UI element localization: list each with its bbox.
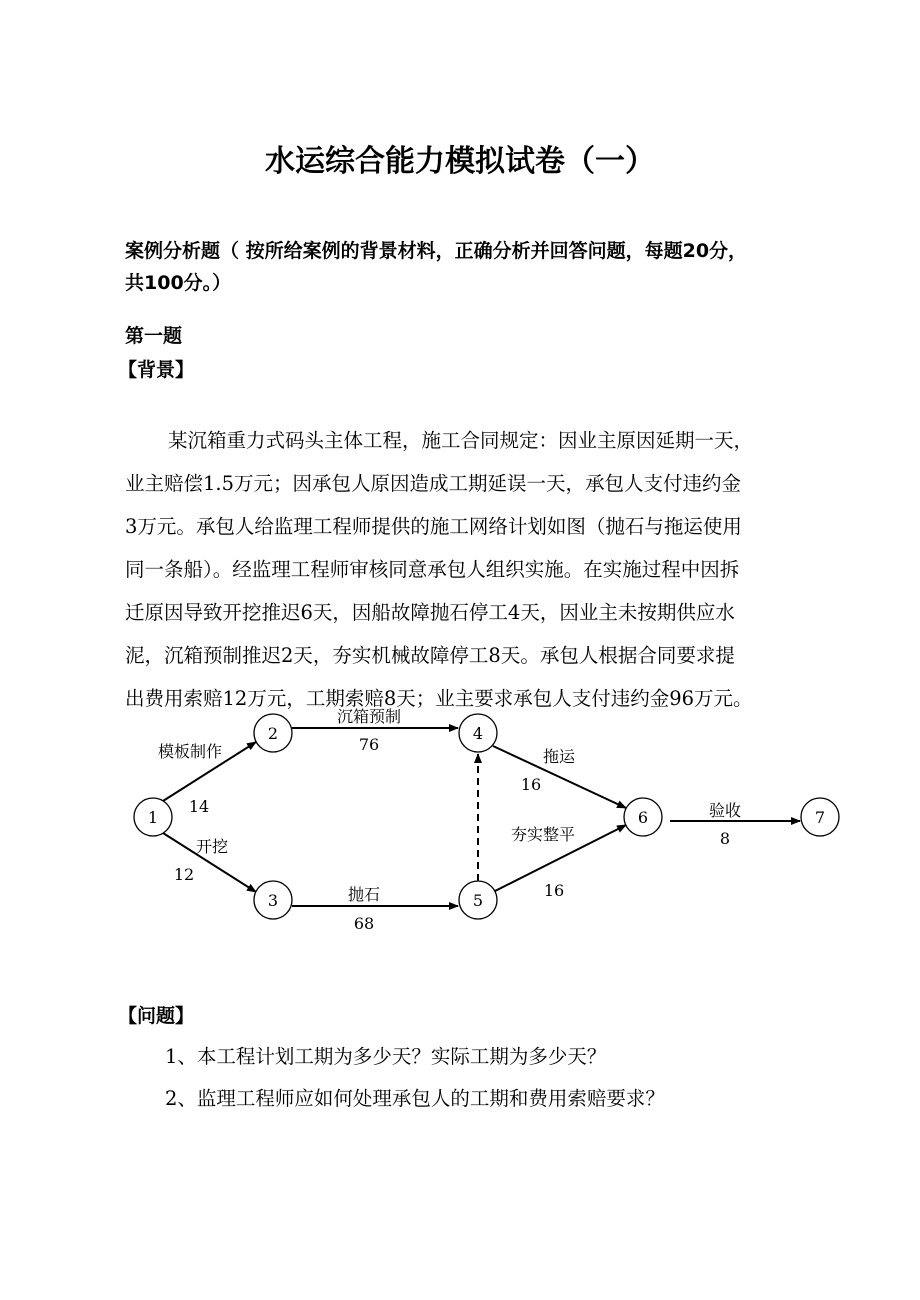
activity-duration: 12 bbox=[173, 865, 195, 884]
node-label: 6 bbox=[637, 808, 649, 827]
activity-duration: 76 bbox=[358, 735, 380, 754]
activity-name: 沉箱预制 bbox=[336, 707, 402, 726]
node-label: 7 bbox=[814, 808, 826, 827]
node-label: 2 bbox=[267, 724, 279, 743]
question-heading: 第一题 bbox=[125, 325, 183, 347]
activity-name: 抛石 bbox=[347, 885, 381, 904]
activity-duration: 8 bbox=[719, 829, 731, 848]
background-line: 3万元。承包人给监理工程师提供的施工网络计划如图（抛石与拖运使用 bbox=[125, 515, 742, 538]
activity-name: 模板制作 bbox=[157, 742, 223, 761]
instructions-line-2: 共100分。） bbox=[125, 272, 232, 294]
activity-name: 夯实整平 bbox=[510, 825, 576, 844]
node-label: 4 bbox=[472, 724, 484, 743]
background-line: 业主赔偿1.5万元；因承包人原因造成工期延误一天，承包人支付违约金 bbox=[125, 472, 742, 495]
activity-name: 开挖 bbox=[195, 837, 229, 856]
problem-item: 1、本工程计划工期为多少天？实际工期为多少天？ bbox=[165, 1045, 607, 1068]
background-line: 出费用索赔12万元，工期索赔8天；业主要求承包人支付违约金96万元。 bbox=[125, 687, 753, 710]
background-heading: 【背景】 bbox=[118, 359, 195, 381]
instructions-line-1: 案例分析题（ 按所给案例的背景材料，正确分析并回答问题，每题20分， bbox=[125, 240, 748, 262]
activity-duration: 16 bbox=[520, 775, 542, 794]
background-line: 泥，沉箱预制推迟2天，夯实机械故障停工8天。承包人根据合同要求提 bbox=[125, 644, 735, 667]
activity-duration: 16 bbox=[543, 881, 565, 900]
background-line: 同一条船）。经监理工程师审核同意承包人组织实施。在实施过程中因拆 bbox=[125, 558, 740, 581]
page-title: 水运综合能力模拟试卷（一） bbox=[265, 144, 655, 179]
background-line: 迁原因导致开挖推迟6天，因船故障抛石停工4天，因业主未按期供应水 bbox=[125, 601, 735, 624]
problems-heading: 【问题】 bbox=[118, 1005, 195, 1027]
activity-name: 验收 bbox=[708, 801, 742, 820]
activity-name: 拖运 bbox=[542, 747, 576, 766]
background-line: 某沉箱重力式码头主体工程，施工合同规定：因业主原因延期一天， bbox=[168, 429, 754, 452]
problem-item: 2、监理工程师应如何处理承包人的工期和费用索赔要求？ bbox=[165, 1087, 665, 1110]
node-label: 3 bbox=[267, 891, 279, 910]
activity-duration: 68 bbox=[353, 914, 375, 933]
node-label: 5 bbox=[472, 891, 484, 910]
activity-duration: 14 bbox=[188, 797, 210, 816]
node-label: 1 bbox=[147, 808, 159, 827]
